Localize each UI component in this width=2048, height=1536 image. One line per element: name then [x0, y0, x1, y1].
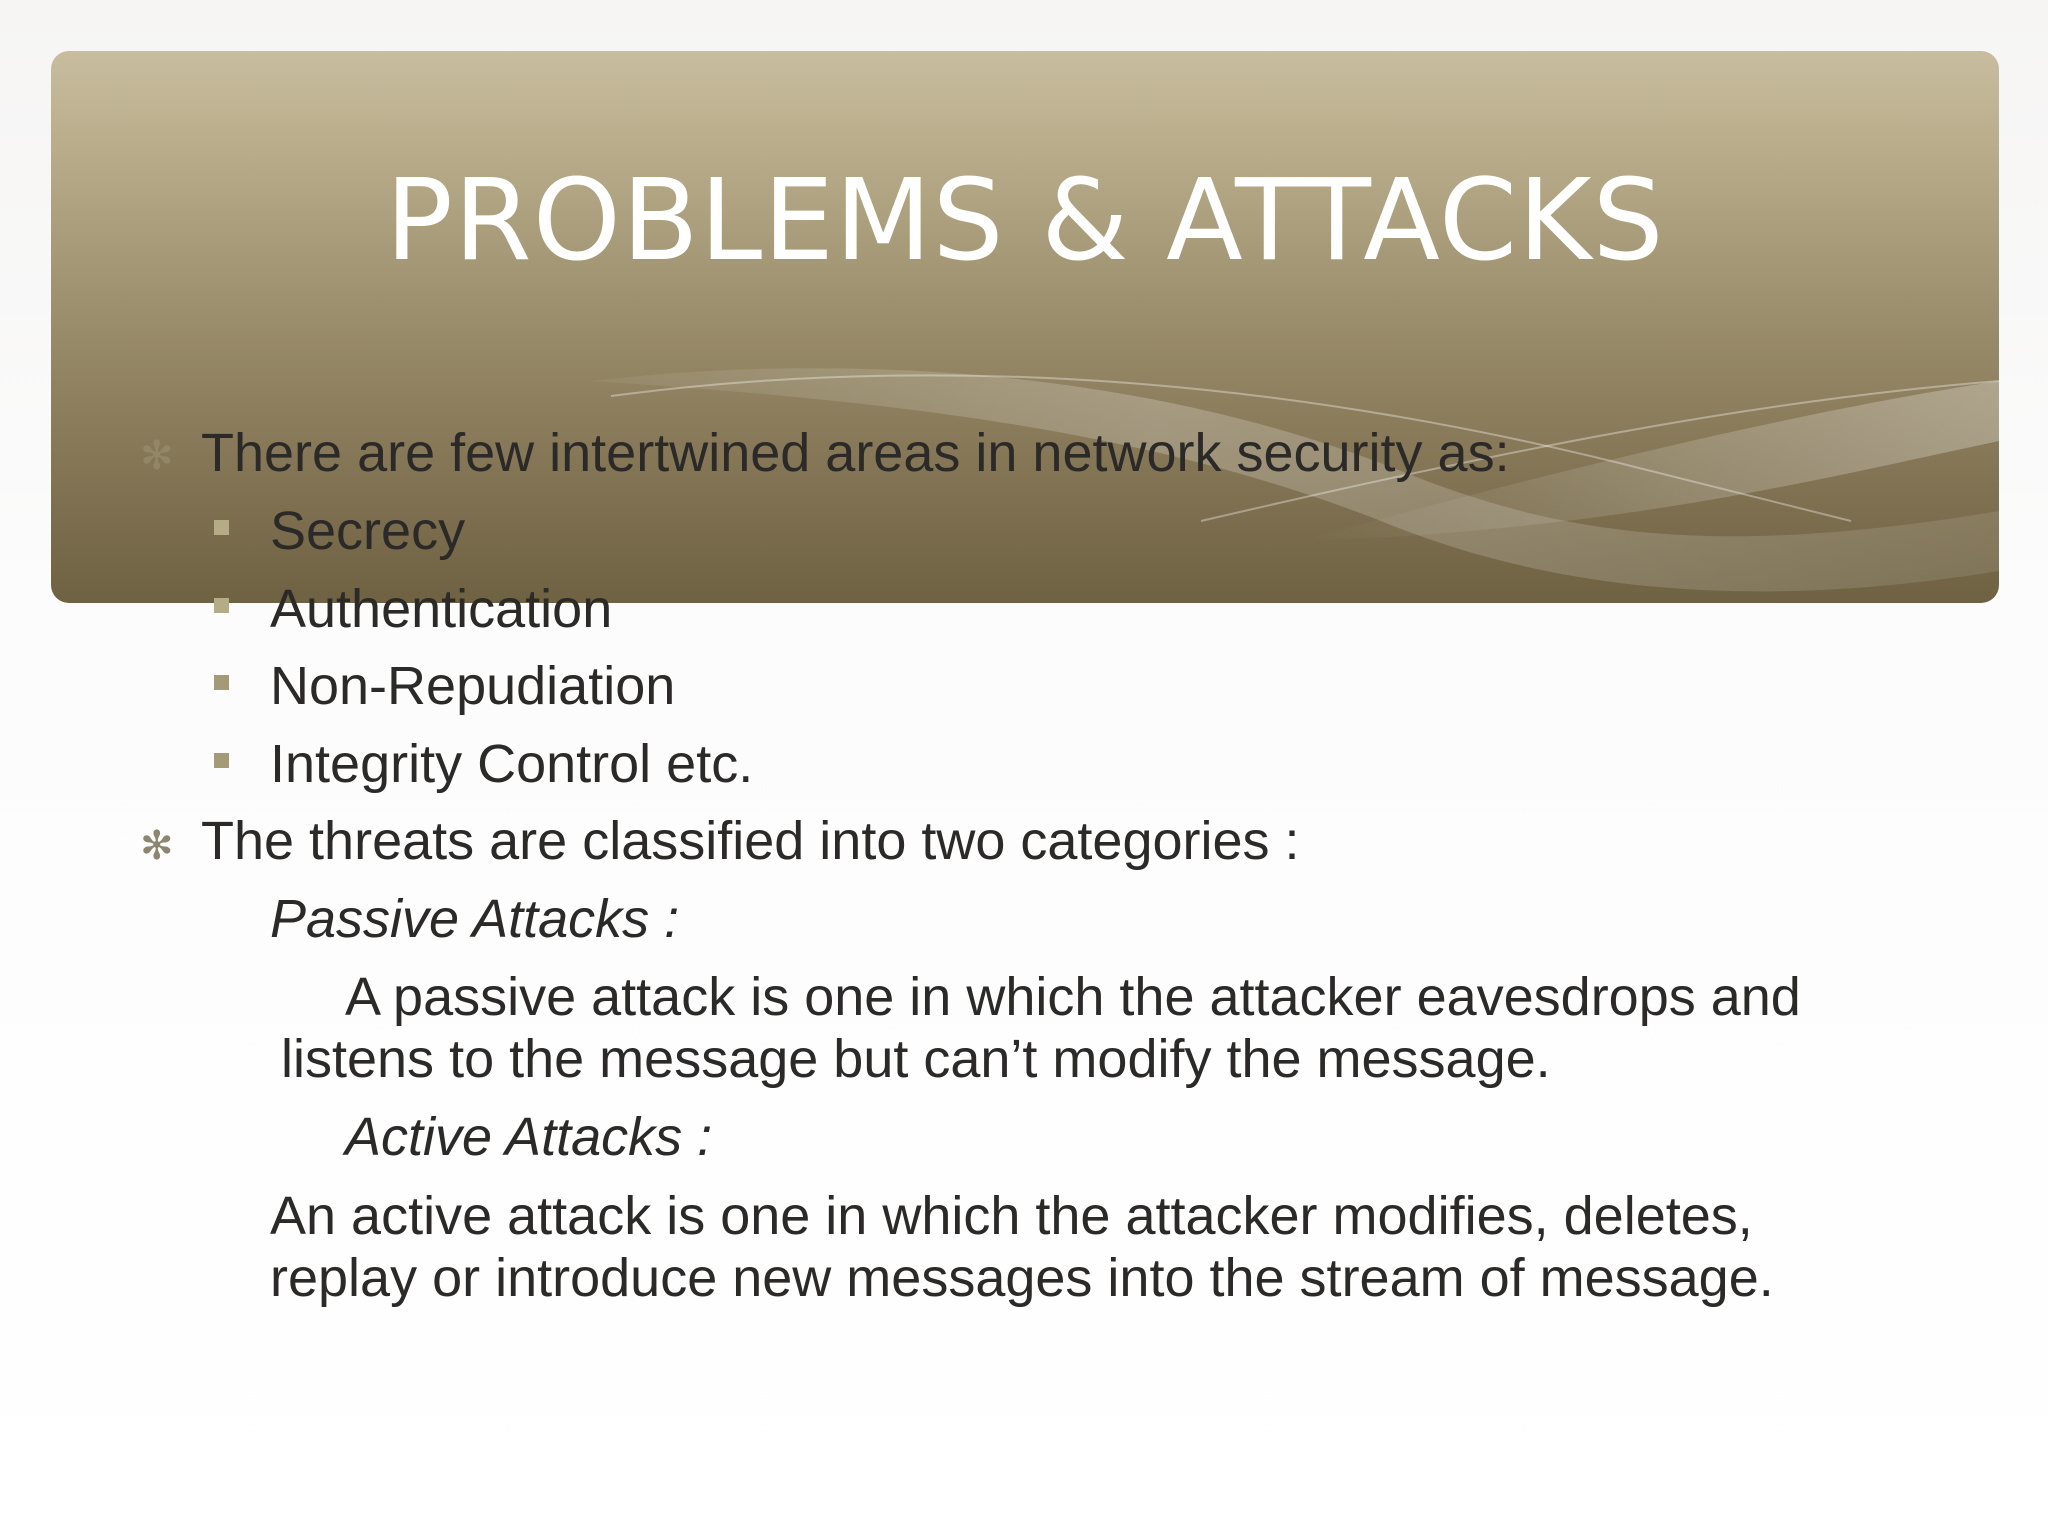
square-bullet-icon: [214, 598, 229, 613]
area-item-integrity-control: Integrity Control etc.: [270, 734, 754, 794]
active-attacks-description-line-2: replay or introduce new messages into the stream of message.: [270, 1248, 1774, 1308]
area-item-non-repudiation: Non-Repudiation: [270, 656, 676, 716]
active-attacks-heading: Active Attacks :: [345, 1107, 713, 1167]
active-attacks-description-line-1: An active attack is one in which the attacker modifies, deletes,: [270, 1186, 1753, 1246]
asterisk-bullet-icon: ✻: [140, 823, 174, 869]
slide-title: PROBLEMS & ATTACKS: [385, 156, 1665, 286]
area-item-authentication: Authentication: [270, 579, 613, 639]
intro-text: There are few intertwined areas in network security as:: [201, 423, 1510, 483]
area-item-secrecy: Secrecy: [270, 501, 466, 561]
square-bullet-icon: [214, 753, 229, 768]
passive-attacks-description-line-1: A passive attack is one in which the attacker eavesdrops and: [345, 967, 1801, 1027]
passive-attacks-description-line-2: listens to the message but can’t modify the message.: [281, 1029, 1551, 1089]
square-bullet-icon: [214, 675, 229, 690]
passive-attacks-heading: Passive Attacks :: [270, 889, 680, 949]
square-bullet-icon: [214, 520, 229, 535]
asterisk-bullet-icon: ✻: [140, 433, 174, 479]
threats-text: The threats are classified into two categories :: [201, 811, 1300, 871]
